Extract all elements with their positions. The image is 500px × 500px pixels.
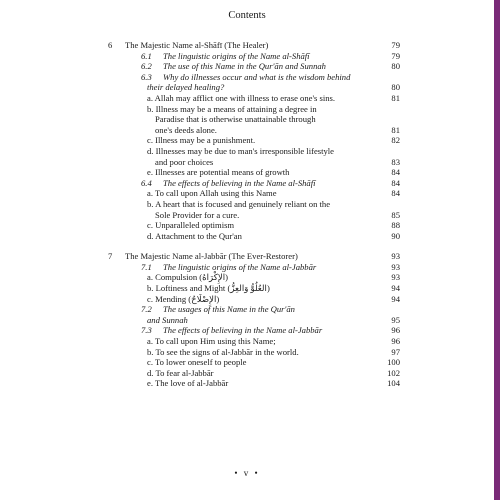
indent (108, 294, 125, 305)
toc-page-number: 95 (391, 314, 400, 325)
toc-page-number: 81 (391, 124, 400, 135)
toc-page-number (376, 304, 400, 315)
indent (108, 72, 125, 83)
indent (125, 135, 147, 146)
toc-item-row[interactable] (108, 135, 400, 146)
indent (108, 368, 125, 379)
toc-entry-text: The Majestic Name al-Jabbār (The Ever-Restorer) (125, 251, 298, 262)
toc-section-cont-row[interactable] (108, 82, 400, 93)
chapter-number: 7 (108, 251, 113, 262)
toc-entry-text: e. Illnesses are potential means of growth (147, 167, 290, 178)
toc-page-number: 93 (391, 251, 400, 262)
toc-entry-text: d. To fear al-Jabbār (147, 367, 214, 378)
page-edge-border (494, 0, 500, 500)
toc-section-row[interactable] (108, 51, 400, 62)
indent (125, 146, 147, 157)
toc-item-row[interactable] (108, 93, 400, 104)
toc-page-number: 96 (391, 336, 400, 347)
toc-section-row[interactable] (108, 304, 400, 315)
toc-entry-text: The usages of this Name in the Qur'ān (163, 304, 295, 315)
table-of-contents (108, 40, 400, 389)
section-number: 6.3 (141, 71, 152, 82)
section-number: 7.2 (141, 304, 152, 315)
toc-entry-text: c. Illness may be a punishment. (147, 135, 256, 146)
toc-entry-text: their delayed healing? (147, 82, 225, 93)
toc-entry-text: The effects of believing in the Name al-Jabbār (163, 325, 323, 336)
indent (108, 93, 125, 104)
toc-item-row[interactable] (108, 378, 400, 389)
toc-page-number: 102 (387, 367, 400, 378)
toc-page-number: 93 (391, 272, 400, 283)
indent (108, 262, 125, 273)
toc-page-number: 82 (391, 135, 400, 146)
indent (108, 178, 125, 189)
toc-item-cont-row[interactable] (108, 125, 400, 136)
toc-entry-text: Why do illnesses occur and what is the wisdom behind (163, 71, 351, 82)
toc-section-row[interactable] (108, 72, 400, 83)
toc-chapter-row[interactable] (108, 251, 400, 262)
toc-section-row[interactable] (108, 61, 400, 72)
indent (108, 272, 125, 283)
indent (108, 61, 125, 72)
indent (108, 220, 125, 231)
toc-entry-text: The use of this Name in the Qur'ān and Sunnah (163, 61, 326, 72)
indent (125, 220, 147, 231)
indent (108, 135, 125, 146)
indent (125, 336, 147, 347)
indent (108, 304, 125, 315)
toc-page-number: 81 (391, 92, 400, 103)
toc-entry-text: Paradise that is otherwise unattainable through (155, 114, 316, 125)
indent (125, 283, 147, 294)
indent (108, 51, 125, 62)
toc-page-number (376, 146, 400, 157)
toc-entry-text: The linguistic origins of the Name al-Shāfī (163, 50, 310, 61)
toc-page-number: 104 (387, 378, 400, 389)
indent (125, 357, 147, 368)
indent (125, 114, 155, 125)
toc-entry-text: The Majestic Name al-Shāfī (The Healer) (125, 40, 269, 50)
indent (125, 231, 147, 242)
section-number: 7.3 (141, 325, 152, 336)
toc-page-number: 80 (391, 61, 400, 72)
toc-item-row[interactable] (108, 283, 400, 294)
indent (108, 315, 125, 326)
toc-chapter-row[interactable] (108, 40, 400, 51)
indent (125, 125, 155, 136)
toc-page-number: 96 (391, 325, 400, 336)
toc-section-row[interactable] (108, 262, 400, 273)
indent (125, 347, 147, 358)
indent (108, 167, 125, 178)
indent (108, 146, 125, 157)
toc-item-row[interactable] (108, 220, 400, 231)
toc-item-row[interactable] (108, 357, 400, 368)
toc-page-number (376, 199, 400, 210)
indent (108, 357, 125, 368)
indent (125, 82, 147, 93)
toc-item-row[interactable] (108, 347, 400, 358)
toc-entry-text: e. The love of al-Jabbār (147, 378, 229, 389)
toc-item-row[interactable] (108, 294, 400, 305)
indent (108, 336, 125, 347)
chapter-gap (108, 241, 400, 251)
toc-page-number: 80 (391, 82, 400, 93)
toc-page-number: 79 (391, 50, 400, 61)
toc-entry-text: b. To see the signs of al-Jabbār in the world. (147, 346, 299, 357)
indent (108, 210, 125, 221)
indent (125, 167, 147, 178)
toc-page-number (376, 114, 400, 125)
toc-item-row[interactable] (108, 231, 400, 242)
toc-entry-text: b. A heart that is focused and genuinely reliant on the (147, 198, 331, 209)
toc-entry-text: a. Allah may afflict one with illness to erase one's sins. (147, 92, 336, 103)
indent (108, 188, 125, 199)
toc-page-number: 84 (391, 167, 400, 178)
toc-page-number: 83 (391, 156, 400, 167)
toc-entry-text: c. Mending (الإِصْلَاحُ) (147, 293, 220, 304)
indent (108, 378, 125, 389)
toc-entry-text: a. Compulsion (الإِكْرَاهُ) (147, 272, 229, 283)
toc-entry-text: a. To call upon Him using this Name; (147, 336, 276, 347)
toc-entry-text: b. Loftiness and Might (العُلُوُّ وَالعِزُّ) (147, 283, 270, 294)
indent (125, 104, 147, 115)
indent (125, 272, 147, 283)
page-title: Contents (228, 10, 266, 21)
indent (125, 315, 147, 326)
toc-item-cont-row[interactable] (108, 157, 400, 168)
toc-page-number: 100 (387, 357, 400, 368)
toc-entry-text: and poor choices (155, 156, 214, 167)
toc-entry-text: d. Attachment to the Qur'an (147, 230, 242, 241)
toc-page-number (376, 72, 400, 83)
toc-item-row[interactable] (108, 188, 400, 199)
indent (108, 104, 125, 115)
toc-item-row[interactable] (108, 104, 400, 115)
toc-page-number: 94 (391, 283, 400, 294)
toc-item-row[interactable] (108, 167, 400, 178)
section-number: 7.1 (141, 261, 152, 272)
section-number: 6.1 (141, 50, 152, 61)
indent (108, 82, 125, 93)
toc-section-row[interactable] (108, 178, 400, 189)
toc-page-number: 85 (391, 209, 400, 220)
toc-entry-text: one's deeds alone. (155, 124, 217, 135)
toc-page-number: 79 (391, 40, 400, 50)
toc-item-row[interactable] (108, 272, 400, 283)
toc-page-number: 93 (391, 261, 400, 272)
toc-entry-text: The effects of believing in the Name al-Shāfī (163, 177, 316, 188)
indent (108, 157, 125, 168)
toc-entry-text: c. Unparalleled optimism (147, 220, 235, 231)
toc-section-row[interactable] (108, 325, 400, 336)
toc-entry-text: and Sunnah (147, 314, 188, 325)
toc-page-number: 88 (391, 220, 400, 231)
toc-section-cont-row[interactable] (108, 315, 400, 326)
toc-item-row[interactable] (108, 199, 400, 210)
section-number: 6.4 (141, 177, 152, 188)
toc-page-number: 94 (391, 293, 400, 304)
indent (125, 157, 155, 168)
page-number: • v • (234, 468, 260, 478)
indent (125, 93, 147, 104)
toc-entry-text: b. Illness may be a means of attaining a degree in (147, 103, 317, 114)
toc-item-row[interactable] (108, 146, 400, 157)
toc-item-cont-row[interactable] (108, 114, 400, 125)
toc-entry-text: c. To lower oneself to people (147, 357, 247, 368)
toc-entry-text: a. To call upon Allah using this Name (147, 188, 277, 199)
indent (125, 368, 147, 379)
section-number: 6.2 (141, 61, 152, 72)
toc-entry-text: d. Illnesses may be due to man's irresponsible lifestyle (147, 145, 334, 156)
indent (125, 188, 147, 199)
toc-entry-text: Sole Provider for a cure. (155, 209, 240, 220)
toc-item-row[interactable] (108, 336, 400, 347)
indent (108, 125, 125, 136)
indent (125, 210, 155, 221)
toc-item-cont-row[interactable] (108, 210, 400, 221)
indent (108, 114, 125, 125)
indent (125, 294, 147, 305)
indent (108, 283, 125, 294)
toc-page-number: 97 (391, 346, 400, 357)
indent (125, 378, 147, 389)
indent (108, 199, 125, 210)
chapter-number: 6 (108, 40, 113, 50)
toc-page-number (376, 104, 400, 115)
toc-page-number: 84 (391, 188, 400, 199)
indent (125, 199, 147, 210)
toc-page-number: 84 (391, 177, 400, 188)
indent (108, 347, 125, 358)
toc-page-number: 90 (391, 230, 400, 241)
toc-entry-text: The linguistic origins of the Name al-Jabbār (163, 261, 317, 272)
indent (108, 231, 125, 242)
toc-item-row[interactable] (108, 368, 400, 379)
indent (108, 325, 125, 336)
